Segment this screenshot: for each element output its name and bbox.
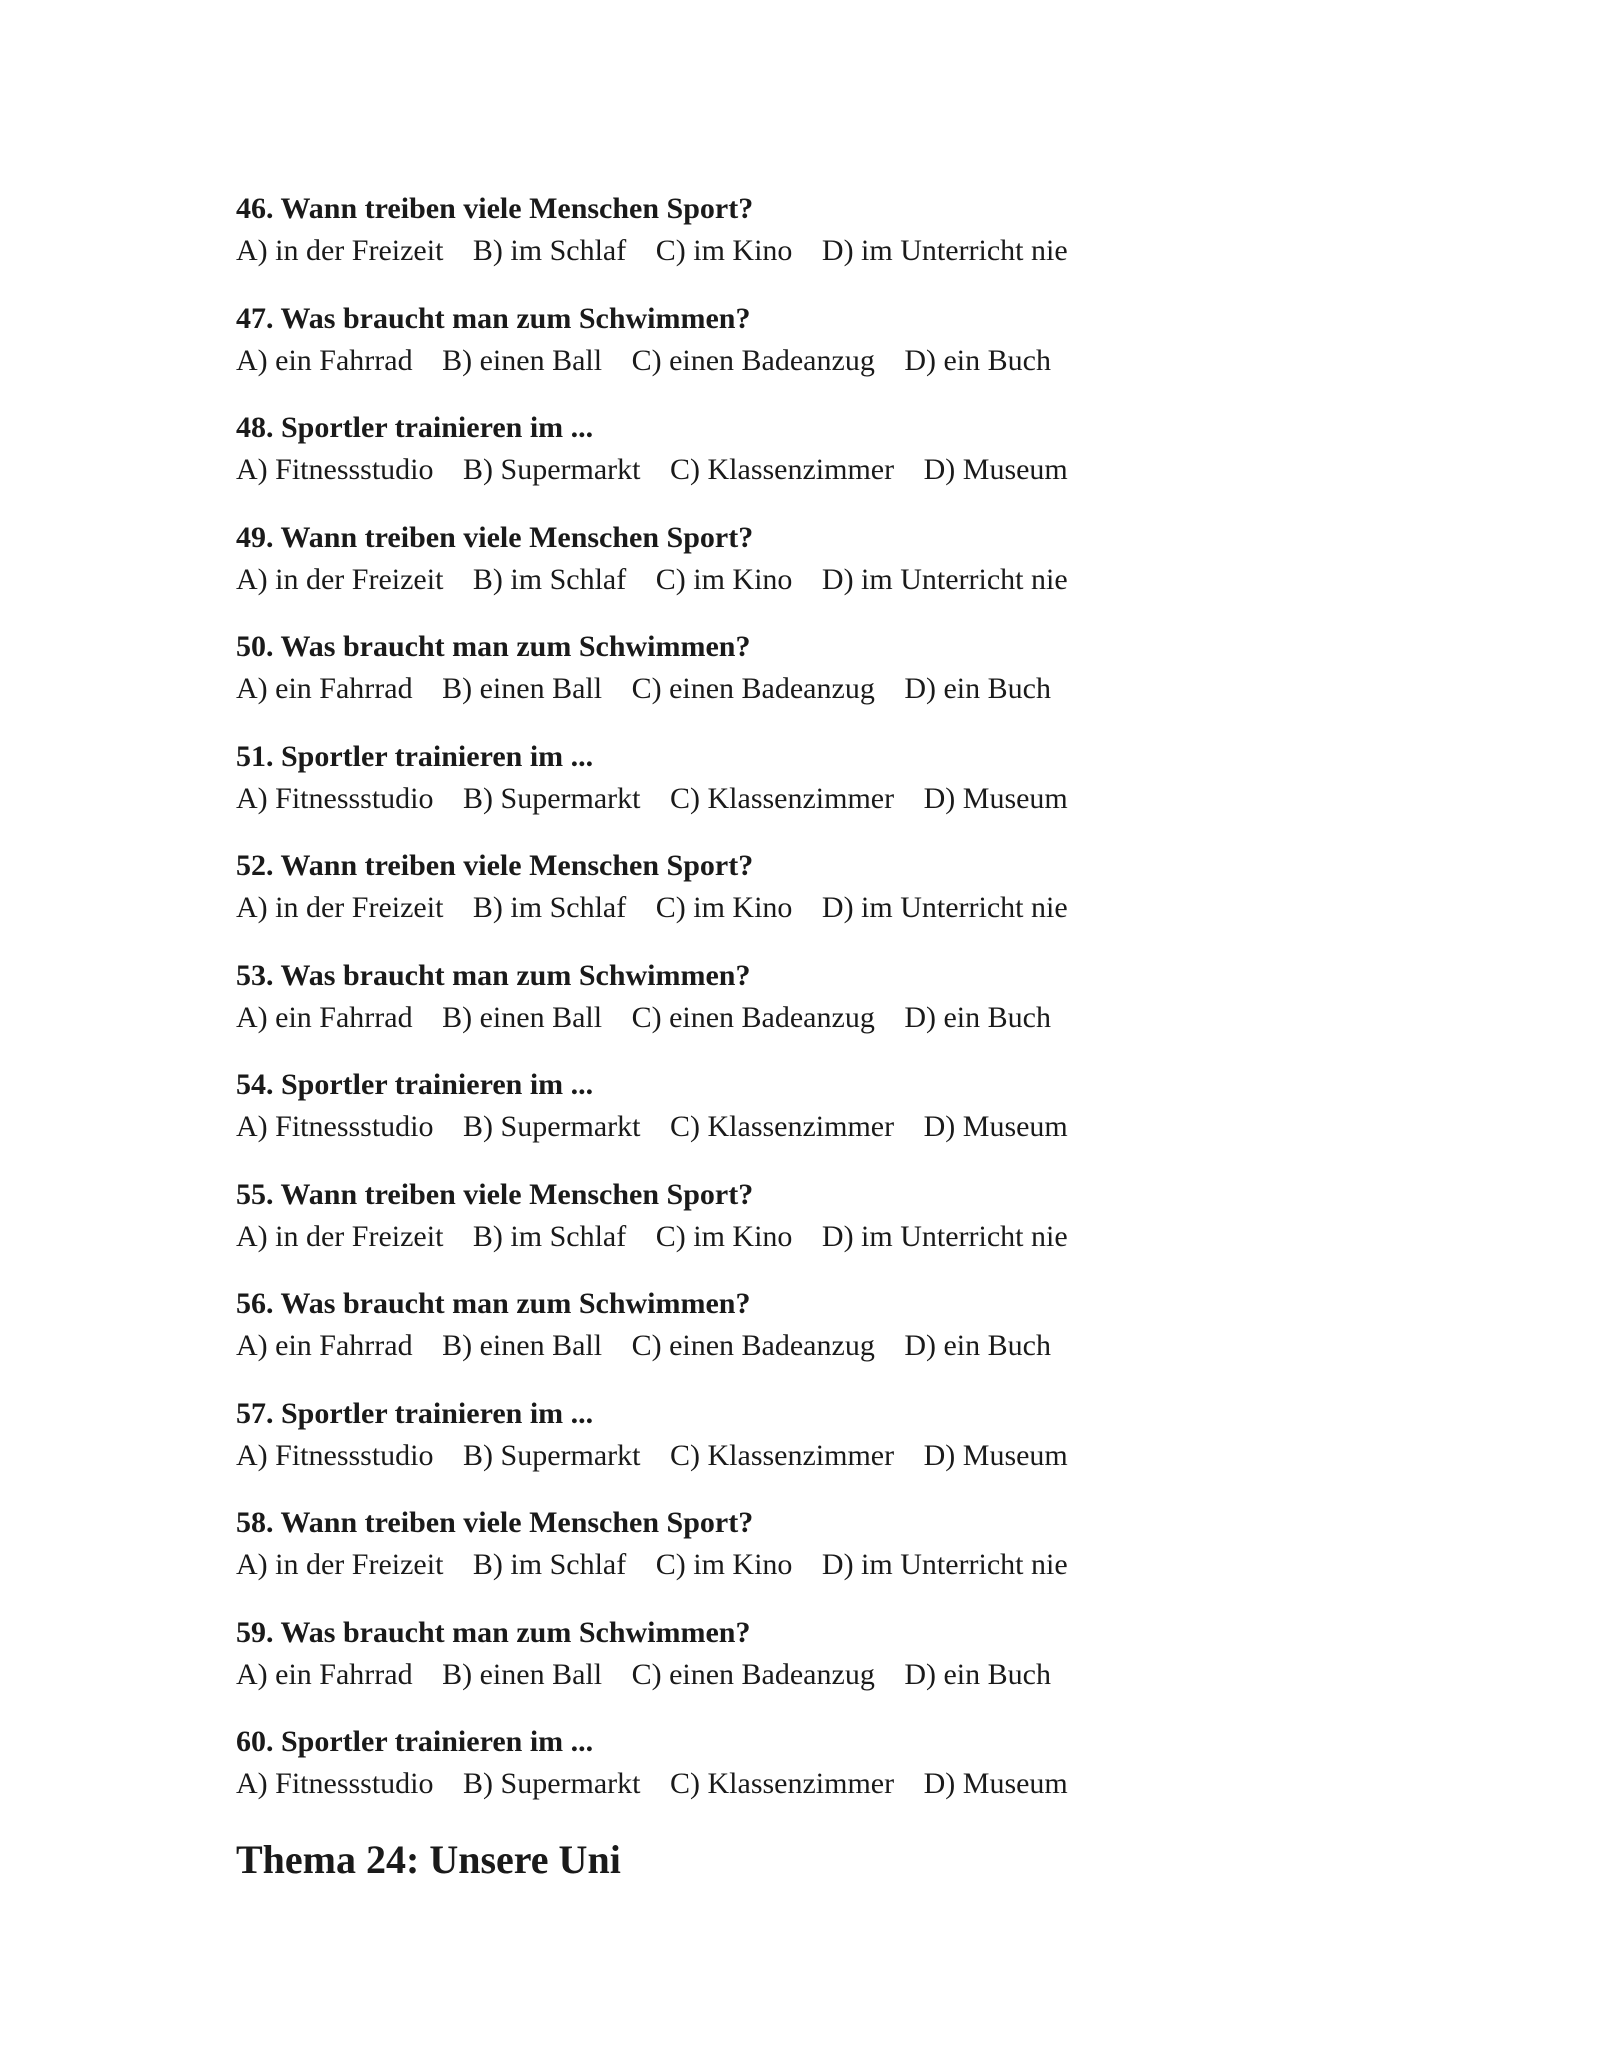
- option-b: B) einen Ball: [442, 1000, 603, 1034]
- question-item: [236, 955, 1436, 1065]
- option-c: C) im Kino: [655, 234, 793, 267]
- option-a: A) ein Fahrrad: [236, 672, 413, 705]
- option-b: B) im Schlaf: [472, 562, 627, 596]
- option-c: C) einen Badeanzug: [631, 672, 875, 705]
- option-d: D) Museum: [923, 1767, 1068, 1800]
- question-text: 58. Wann treiben viele Menschen Sport?: [236, 1506, 754, 1539]
- option-a: A) Fitnessstudio: [236, 453, 434, 486]
- question-text: 57. Sportler trainieren im ...: [236, 1396, 594, 1430]
- question-list: [236, 188, 1436, 1831]
- option-c: C) Klassenzimmer: [670, 453, 895, 486]
- option-c: C) einen Badeanzug: [631, 1000, 875, 1034]
- option-c: C) einen Badeanzug: [631, 343, 875, 377]
- document-content: [236, 188, 1436, 1918]
- option-a: A) in der Freizeit: [236, 562, 444, 596]
- question-item: [236, 1064, 1436, 1174]
- question-text: 52. Wann treiben viele Menschen Sport?: [236, 849, 754, 882]
- option-d: D) Museum: [923, 1438, 1068, 1472]
- question-item: [236, 1283, 1436, 1393]
- option-d: D) im Unterricht nie: [821, 891, 1068, 924]
- question-item: [236, 736, 1436, 846]
- option-a: A) ein Fahrrad: [236, 343, 413, 377]
- answer-options: [236, 230, 1436, 272]
- option-b: B) einen Ball: [442, 1657, 603, 1691]
- question-item: [236, 1393, 1436, 1503]
- question-text: 60. Sportler trainieren im ...: [236, 1725, 594, 1758]
- option-d: D) Museum: [923, 781, 1068, 815]
- option-c: C) einen Badeanzug: [631, 1657, 875, 1691]
- option-a: A) in der Freizeit: [236, 891, 444, 924]
- answer-options: [236, 1216, 1436, 1258]
- question-text: 55. Wann treiben viele Menschen Sport?: [236, 1177, 754, 1211]
- option-c: C) im Kino: [655, 1219, 793, 1253]
- option-c: C) Klassenzimmer: [670, 1438, 895, 1472]
- question-item: [236, 845, 1436, 955]
- question-text: 54. Sportler trainieren im ...: [236, 1068, 594, 1101]
- option-c: C) Klassenzimmer: [670, 781, 895, 815]
- option-a: A) in der Freizeit: [236, 1219, 444, 1253]
- question-text: 50. Was braucht man zum Schwimmen?: [236, 630, 751, 663]
- answer-options: [236, 449, 1436, 491]
- question-text: 51. Sportler trainieren im ...: [236, 739, 594, 773]
- option-d: D) ein Buch: [904, 1000, 1051, 1034]
- option-c: C) einen Badeanzug: [631, 1329, 875, 1362]
- option-a: A) in der Freizeit: [236, 1548, 444, 1581]
- option-a: A) ein Fahrrad: [236, 1657, 413, 1691]
- option-b: B) Supermarkt: [463, 1110, 641, 1143]
- answer-options: [236, 1435, 1436, 1477]
- question-item: [236, 188, 1436, 298]
- option-a: A) Fitnessstudio: [236, 781, 434, 815]
- question-item: [236, 1502, 1436, 1612]
- option-c: C) im Kino: [655, 1548, 793, 1581]
- option-b: B) im Schlaf: [472, 1219, 627, 1253]
- option-b: B) Supermarkt: [463, 781, 641, 815]
- answer-options: [236, 559, 1436, 601]
- option-b: B) Supermarkt: [463, 1438, 641, 1472]
- option-d: D) Museum: [923, 453, 1068, 486]
- question-item: [236, 1721, 1436, 1831]
- question-text: 48. Sportler trainieren im ...: [236, 411, 594, 444]
- option-d: D) ein Buch: [904, 343, 1051, 377]
- question-item: [236, 626, 1436, 736]
- option-d: D) im Unterricht nie: [821, 562, 1068, 596]
- answer-options: [236, 778, 1436, 820]
- option-d: D) ein Buch: [904, 1657, 1051, 1691]
- question-item: [236, 1174, 1436, 1284]
- option-d: D) im Unterricht nie: [821, 1548, 1068, 1581]
- option-a: A) Fitnessstudio: [236, 1110, 434, 1143]
- option-c: C) im Kino: [655, 562, 793, 596]
- question-item: [236, 1612, 1436, 1722]
- answer-options: [236, 887, 1436, 929]
- answer-options: [236, 1106, 1436, 1148]
- option-d: D) ein Buch: [904, 672, 1051, 705]
- option-b: B) einen Ball: [442, 672, 603, 705]
- option-c: C) Klassenzimmer: [670, 1110, 895, 1143]
- option-a: A) in der Freizeit: [236, 234, 444, 267]
- option-a: A) Fitnessstudio: [236, 1438, 434, 1472]
- answer-options: [236, 340, 1436, 382]
- option-a: A) ein Fahrrad: [236, 1329, 413, 1362]
- option-c: C) Klassenzimmer: [670, 1767, 895, 1800]
- option-d: D) ein Buch: [904, 1329, 1051, 1362]
- option-b: B) im Schlaf: [472, 234, 627, 267]
- option-b: B) Supermarkt: [463, 1767, 641, 1800]
- option-b: B) Supermarkt: [463, 453, 641, 486]
- option-b: B) einen Ball: [442, 1329, 603, 1362]
- section-heading: Thema 24: Unsere Uni: [236, 1836, 621, 1882]
- question-item: [236, 298, 1436, 408]
- option-b: B) einen Ball: [442, 343, 603, 377]
- option-a: A) Fitnessstudio: [236, 1767, 434, 1800]
- option-d: D) Museum: [923, 1110, 1068, 1143]
- option-b: B) im Schlaf: [472, 1548, 627, 1581]
- question-text: 49. Wann treiben viele Menschen Sport?: [236, 520, 754, 554]
- answer-options: [236, 668, 1436, 710]
- question-text: 56. Was braucht man zum Schwimmen?: [236, 1287, 751, 1320]
- option-d: D) im Unterricht nie: [821, 234, 1068, 267]
- option-c: C) im Kino: [655, 891, 793, 924]
- option-d: D) im Unterricht nie: [821, 1219, 1068, 1253]
- question-text: 47. Was braucht man zum Schwimmen?: [236, 301, 751, 335]
- question-text: 53. Was braucht man zum Schwimmen?: [236, 958, 751, 992]
- question-item: [236, 517, 1436, 627]
- option-b: B) im Schlaf: [472, 891, 627, 924]
- answer-options: [236, 997, 1436, 1039]
- answer-options: [236, 1544, 1436, 1586]
- question-text: 59. Was braucht man zum Schwimmen?: [236, 1615, 751, 1649]
- answer-options: [236, 1325, 1436, 1367]
- option-a: A) ein Fahrrad: [236, 1000, 413, 1034]
- question-text: 46. Wann treiben viele Menschen Sport?: [236, 192, 754, 225]
- answer-options: [236, 1654, 1436, 1696]
- answer-options: [236, 1763, 1436, 1805]
- question-item: [236, 407, 1436, 517]
